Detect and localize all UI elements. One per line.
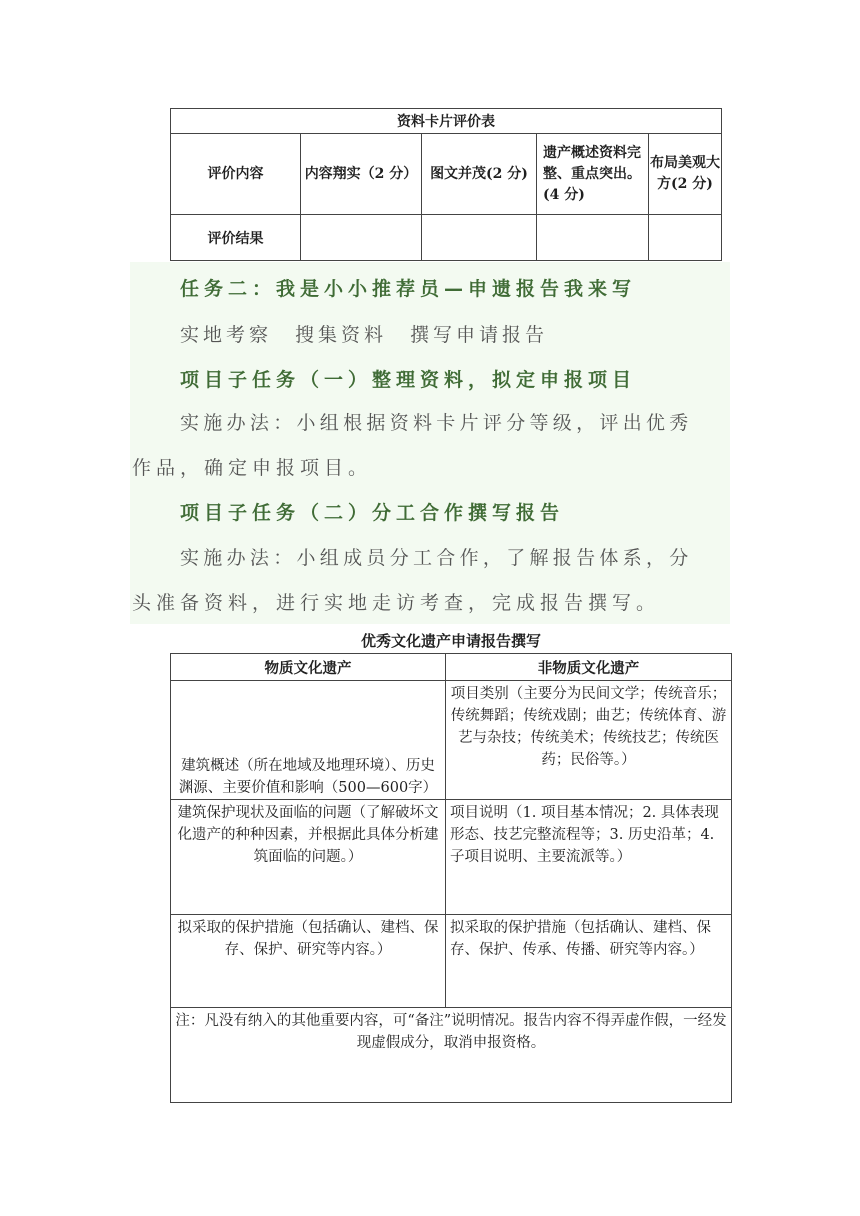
- subtask-1-text-line2: 作品，确定申报项目。: [132, 457, 373, 479]
- report-table-title: 优秀文化遗产申请报告撰写: [360, 632, 541, 650]
- eval-criteria-illustration: 图文并茂(2 分): [422, 134, 537, 215]
- report-table: [170, 653, 732, 1103]
- task-title: 任务二：我是小小推荐员—申遗报告我来写: [180, 278, 637, 300]
- task-steps: 实地考察 搜集资料 撰写申请报告: [180, 324, 549, 346]
- report-note: 注：凡没有纳入的其他重要内容，可“备注”说明情况。报告内容不得弄虚作假，一经发现虚假成分，取消申报资格。: [171, 1008, 732, 1103]
- report-row2-left: 建筑保护现状及面临的问题（了解破坏文化遗产的种种因素，并根据此具体分析建筑面临的问题。）: [171, 800, 446, 915]
- report-row2-right: 项目说明（1. 项目基本情况；2. 具体表现形态、技艺完整流程等；3. 历史沿革；4.子项目说明、主要流派等。）: [446, 800, 732, 915]
- report-row3-left: 拟采取的保护措施（包括确认、建档、保存、保护、研究等内容。）: [171, 915, 446, 1008]
- subtask-1-title: 项目子任务（一）整理资料，拟定申报项目: [180, 369, 637, 391]
- eval-result-cell: [649, 215, 722, 261]
- evaluation-table: [170, 108, 722, 261]
- eval-result-label: 评价结果: [171, 215, 301, 261]
- eval-criteria-layout: 布局美观大方(2 分): [649, 134, 722, 215]
- eval-criteria-label: 评价内容: [171, 134, 301, 215]
- eval-criteria-content: 内容翔实（2 分）: [301, 134, 422, 215]
- report-col-intangible: 非物质文化遗产: [446, 654, 732, 681]
- report-row1-right: 项目类别（主要分为民间文学；传统音乐；传统舞蹈；传统戏剧；曲艺；传统体育、游艺与杂技；传统美术；传统技艺；传统医药；民俗等。）: [446, 681, 732, 800]
- evaluation-table-caption: 资料卡片评价表: [171, 109, 722, 134]
- report-col-tangible: 物质文化遗产: [171, 654, 446, 681]
- subtask-2-title: 项目子任务（二）分工合作撰写报告: [180, 502, 565, 524]
- report-row3-right: 拟采取的保护措施（包括确认、建档、保存、保护、传承、传播、研究等内容。）: [446, 915, 732, 1008]
- subtask-1-text-line1: 实施办法：小组根据资料卡片评分等级，评出优秀: [180, 412, 693, 434]
- eval-result-cell: [422, 215, 537, 261]
- report-row1-left: 建筑概述（所在地域及地理环境）、历史渊源、主要价值和影响（500—600字）: [171, 681, 446, 800]
- eval-criteria-completeness: 遗产概述资料完整、重点突出。(4 分): [537, 134, 649, 215]
- eval-result-cell: [301, 215, 422, 261]
- subtask-2-text-line2: 头准备资料，进行实地走访考查，完成报告撰写。: [132, 592, 661, 614]
- subtask-2-text-line1: 实施办法：小组成员分工合作，了解报告体系，分: [180, 547, 693, 569]
- eval-result-cell: [537, 215, 649, 261]
